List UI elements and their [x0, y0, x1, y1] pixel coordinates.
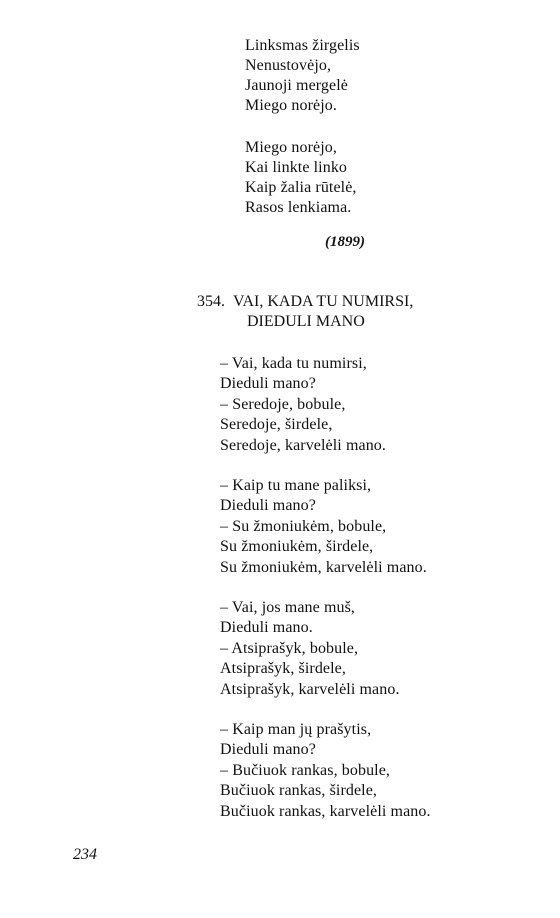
poem-line: Miego norėjo,: [245, 139, 337, 156]
poem-year: (1899): [325, 234, 365, 250]
song-line: Seredoje, širdele,: [220, 416, 333, 433]
song-line: Seredoje, karvelėli mano.: [220, 437, 386, 454]
song-line: Dieduli mano?: [220, 497, 316, 514]
poem-line: Rasos lenkiama.: [245, 199, 352, 216]
song-line: Bučiuok rankas, karvelėli mano.: [220, 803, 431, 820]
song-line: – Kaip man jų prašytis,: [220, 721, 372, 738]
song-line: – Su žmoniukėm, bobule,: [220, 518, 387, 535]
song-line: – Vai, jos mane muš,: [220, 599, 356, 616]
song-line: Bučiuok rankas, širdele,: [220, 782, 378, 799]
poem-line: Kai linkte linko: [245, 159, 348, 176]
poem-line: Jaunoji mergelė: [245, 77, 348, 94]
poem-line: Miego norėjo.: [245, 97, 337, 114]
song-number: 354.: [197, 293, 225, 310]
song-line: Su žmoniukėm, karvelėli mano.: [220, 559, 427, 576]
song-line: Atsiprašyk, karvelėli mano.: [220, 681, 400, 698]
song-line: Dieduli mano?: [220, 375, 316, 392]
poem-line: Kaip žalia rūtelė,: [245, 179, 357, 196]
song-line: Dieduli mano.: [220, 619, 313, 636]
song-line: Su žmoniukėm, širdele,: [220, 538, 374, 555]
song-line: Atsiprašyk, širdele,: [220, 660, 346, 677]
song-title-line-1: VAI, KADA TU NUMIRSI,: [233, 293, 414, 310]
song-line: Dieduli mano?: [220, 741, 316, 758]
page-number: 234: [73, 846, 97, 863]
song-line: – Seredoje, bobule,: [220, 396, 346, 413]
song-line: – Kaip tu mane paliksi,: [220, 477, 372, 494]
song-line: – Atsiprašyk, bobule,: [220, 640, 359, 657]
song-line: – Vai, kada tu numirsi,: [220, 355, 367, 372]
poem-line: Nenustovėjo,: [245, 57, 332, 74]
song-title-line-2: DIEDULI MANO: [247, 313, 365, 330]
poem-line: Linksmas žirgelis: [245, 37, 360, 54]
song-line: – Bučiuok rankas, bobule,: [220, 762, 391, 779]
